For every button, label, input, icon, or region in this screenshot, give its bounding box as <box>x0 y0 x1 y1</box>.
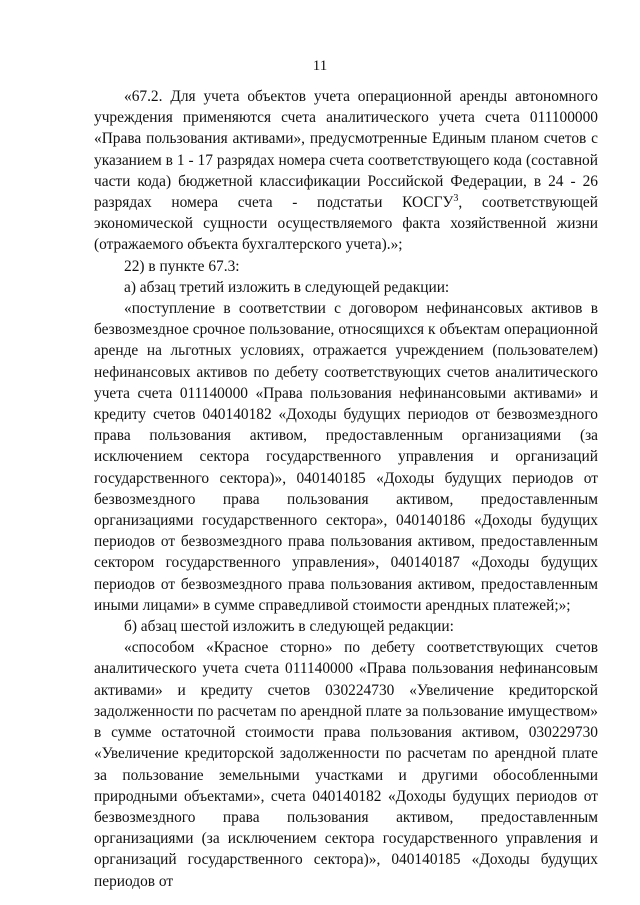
paragraph-67-2 <box>94 86 598 256</box>
paragraph-receipt: «поступление в соответствии с договором нефинансовых активов в безвозмездное срочное пользование, относящихся к объектам операционной аренде на льготных условиях, отражается учреждением (пользователем) нефинансовых активов по дебету соответствующих счетов аналитического учета счета 011140000 «Права пользования нефинансовыми активами» и кредиту счетов 040140182 «Доходы будущих периодов от безвозмездного права пользования активом, предоставленным организациями (за исключением сектора государственного управления и организаций государственного сектора)», 040140185 «Доходы будущих периодов от безвозмездного права пользования активом, предоставленным организациями государственного сектора», 040140186 «Доходы будущих периодов от безвозмездного права пользования активом, предоставленным сектором государственного управления», 040140187 «Доходы будущих периодов от безвозмездного права пользования активом, предоставленным иными лицами» в сумме справедливой стоимости арендных платежей;»; <box>94 300 598 614</box>
document-body <box>94 86 598 892</box>
paragraph-item-b: б) абзац шестой изложить в следующей редакции: <box>124 618 454 636</box>
paragraph-67-2-text: «67.2. Для учета объектов учета операционной аренды автономного учреждения применяются счета аналитического учета счета 011100000 «Права пользования активами», предусмотренные Единым планом счетов с указанием в 1 - 17 разрядах номера счета соответствующего кода (составной части кода) бюджетной классификации Российской Федерации, в 24 - 26 разрядах номера счета - подстатьи <box>94 88 598 212</box>
paragraph-red-storno: «способом «Красное сторно» по дебету соответствующих счетов аналитического учета счета 011140000 «Права пользования нефинансовым активами» и кредиту счетов 030224730 «Увеличение кредиторской задолженности по расчетам по арендной плате за пользование имуществом» в сумме остаточной стоимости права пользования активом, 030229730 «Увеличение кредиторской задолженности по расчетам по арендной плате за пользование земельными участками и другими обособленными природными объектами», счета 040140182 «Доходы будущих периодов от безвозмездного права пользования активом, предоставленным организациями (за исключением сектора государственного управления и организаций государственного сектора)», 040140185 «Доходы будущих периодов от <box>94 639 598 890</box>
kosgu-term: КОСГУ <box>402 194 454 212</box>
paragraph-67-2-end: , соответствующей экономической сущности осуществляемого факта хозяйственной жизни (отражаемого объекта бухгалтерского учета).»; <box>94 194 598 254</box>
paragraph-item-a: а) абзац третий изложить в следующей редакции: <box>124 278 450 296</box>
page-number: 11 <box>312 58 328 74</box>
paragraph-item-22: 22) в пункте 67.3: <box>124 257 240 275</box>
footnote-marker: 3 <box>453 192 459 204</box>
